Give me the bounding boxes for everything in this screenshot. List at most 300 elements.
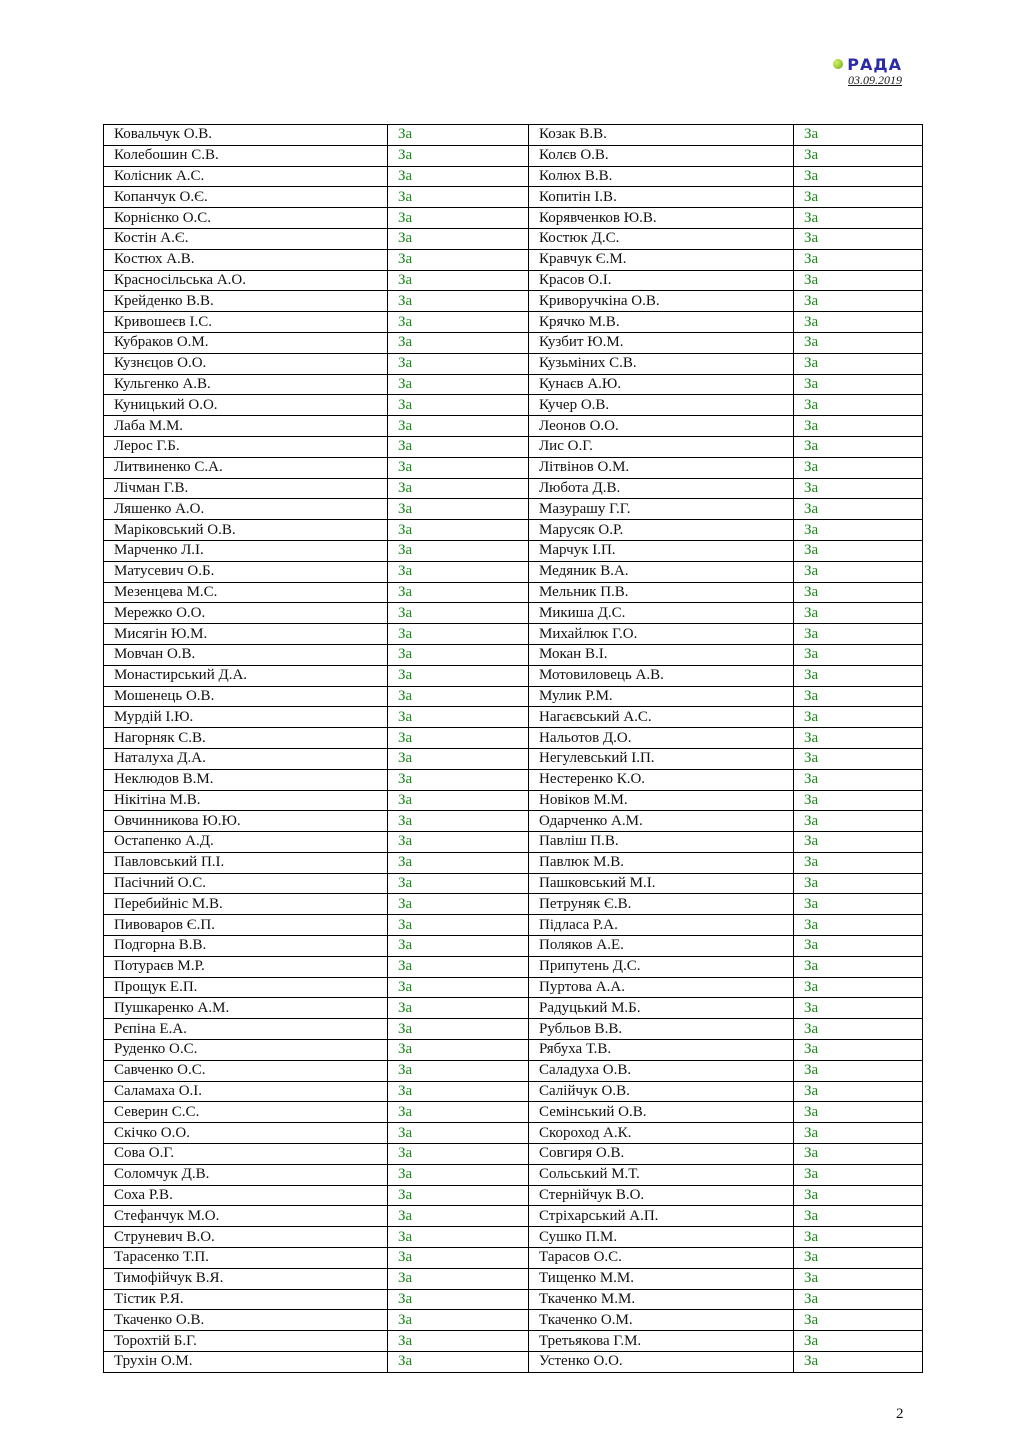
vote-value: За: [388, 249, 529, 270]
vote-value: За: [794, 1248, 923, 1269]
table-row: [104, 1019, 923, 1040]
vote-value: За: [388, 832, 529, 853]
deputy-name: Корявченков Ю.В.: [529, 208, 794, 229]
vote-value: За: [794, 187, 923, 208]
deputy-name: Остапенко А.Д.: [104, 832, 388, 853]
deputy-name: Тимофійчук В.Я.: [104, 1268, 388, 1289]
vote-value: За: [794, 520, 923, 541]
deputy-name: Стріхарський А.П.: [529, 1206, 794, 1227]
deputy-name: Колебошин С.В.: [104, 145, 388, 166]
deputy-name: Наталуха Д.А.: [104, 748, 388, 769]
deputy-name: Монастирський Д.А.: [104, 665, 388, 686]
vote-value: За: [794, 374, 923, 395]
page-header: [782, 54, 902, 86]
vote-value: За: [388, 1352, 529, 1373]
vote-value: За: [794, 832, 923, 853]
rada-logo: [782, 54, 902, 74]
table-row: [104, 125, 923, 146]
vote-value: За: [794, 249, 923, 270]
deputy-name: Маріковський О.В.: [104, 520, 388, 541]
deputy-name: Мезенцева М.С.: [104, 582, 388, 603]
table-row: [104, 852, 923, 873]
table-row: [104, 187, 923, 208]
table-row: [104, 353, 923, 374]
deputy-name: Рябуха Т.В.: [529, 1040, 794, 1061]
vote-value: За: [388, 873, 529, 894]
vote-value: За: [388, 707, 529, 728]
vote-value: За: [794, 998, 923, 1019]
vote-value: За: [388, 1206, 529, 1227]
deputy-name: Нагорняк С.В.: [104, 728, 388, 749]
deputy-name: Корнієнко О.С.: [104, 208, 388, 229]
deputy-name: Савченко О.С.: [104, 1060, 388, 1081]
table-row: [104, 166, 923, 187]
vote-value: За: [794, 873, 923, 894]
table-row: [104, 1081, 923, 1102]
deputy-name: Сольський М.Т.: [529, 1164, 794, 1185]
vote-value: За: [388, 811, 529, 832]
vote-value: За: [794, 208, 923, 229]
deputy-name: Мисягін Ю.М.: [104, 624, 388, 645]
deputy-name: Одарченко А.М.: [529, 811, 794, 832]
vote-value: За: [388, 998, 529, 1019]
vote-value: За: [794, 936, 923, 957]
table-row: [104, 769, 923, 790]
vote-value: За: [388, 915, 529, 936]
deputy-name: Кузнєцов О.О.: [104, 353, 388, 374]
deputy-name: Ткаченко М.М.: [529, 1289, 794, 1310]
table-row: [104, 228, 923, 249]
vote-value: За: [388, 208, 529, 229]
vote-value: За: [794, 228, 923, 249]
deputy-name: Радуцький М.Б.: [529, 998, 794, 1019]
deputy-name: Ткаченко О.М.: [529, 1310, 794, 1331]
deputy-name: Літвінов О.М.: [529, 457, 794, 478]
vote-value: За: [388, 499, 529, 520]
table-row: [104, 249, 923, 270]
deputy-name: Руденко О.С.: [104, 1040, 388, 1061]
vote-value: За: [794, 1123, 923, 1144]
vote-value: За: [388, 894, 529, 915]
vote-value: За: [794, 561, 923, 582]
deputy-name: Марченко Л.І.: [104, 540, 388, 561]
deputy-name: Припутень Д.С.: [529, 956, 794, 977]
deputy-name: Кривошеєв І.С.: [104, 312, 388, 333]
vote-results-table: [103, 124, 923, 1373]
deputy-name: Подгорна В.В.: [104, 936, 388, 957]
table-row: [104, 748, 923, 769]
deputy-name: Марусяк О.Р.: [529, 520, 794, 541]
deputy-name: Любота Д.В.: [529, 478, 794, 499]
table-row: [104, 998, 923, 1019]
table-row: [104, 395, 923, 416]
table-row: [104, 1040, 923, 1061]
deputy-name: Михайлюк Г.О.: [529, 624, 794, 645]
vote-value: За: [794, 686, 923, 707]
vote-value: За: [388, 1123, 529, 1144]
vote-value: За: [388, 1248, 529, 1269]
vote-value: За: [794, 436, 923, 457]
document-date: 03.09.2019: [848, 73, 902, 87]
vote-value: За: [388, 561, 529, 582]
deputy-name: Стернійчук В.О.: [529, 1185, 794, 1206]
deputy-name: Пашковський М.І.: [529, 873, 794, 894]
table-row: [104, 624, 923, 645]
vote-value: За: [388, 395, 529, 416]
vote-value: За: [388, 374, 529, 395]
deputy-name: Мазурашу Г.Г.: [529, 499, 794, 520]
table-row: [104, 1310, 923, 1331]
page-number: 2: [896, 1406, 904, 1422]
table-row: [104, 832, 923, 853]
deputy-name: Салійчук О.В.: [529, 1081, 794, 1102]
vote-value: За: [794, 1289, 923, 1310]
vote-value: За: [794, 1060, 923, 1081]
vote-value: За: [794, 582, 923, 603]
table-row: [104, 686, 923, 707]
vote-value: За: [388, 686, 529, 707]
deputy-name: Лис О.Г.: [529, 436, 794, 457]
vote-value: За: [388, 520, 529, 541]
table-row: [104, 332, 923, 353]
deputy-name: Саладуха О.В.: [529, 1060, 794, 1081]
table-row: [104, 291, 923, 312]
vote-value: За: [794, 1310, 923, 1331]
vote-value: За: [388, 1081, 529, 1102]
vote-value: За: [794, 915, 923, 936]
deputy-name: Стефанчук М.О.: [104, 1206, 388, 1227]
deputy-name: Совгиря О.В.: [529, 1144, 794, 1165]
deputy-name: Кунаєв А.Ю.: [529, 374, 794, 395]
vote-value: За: [388, 353, 529, 374]
deputy-name: Костюх А.В.: [104, 249, 388, 270]
deputy-name: Скороход А.К.: [529, 1123, 794, 1144]
deputy-name: Струневич В.О.: [104, 1227, 388, 1248]
table-row: [104, 208, 923, 229]
vote-value: За: [794, 1352, 923, 1373]
deputy-name: Лаба М.М.: [104, 416, 388, 437]
vote-value: За: [388, 1268, 529, 1289]
vote-value: За: [388, 790, 529, 811]
table-row: [104, 499, 923, 520]
table-row: [104, 457, 923, 478]
table-row: [104, 956, 923, 977]
deputy-name: Крейденко В.В.: [104, 291, 388, 312]
vote-value: За: [388, 228, 529, 249]
vote-value: За: [388, 665, 529, 686]
vote-value: За: [794, 395, 923, 416]
vote-value: За: [388, 416, 529, 437]
deputy-name: Тарасенко Т.П.: [104, 1248, 388, 1269]
vote-value: За: [794, 145, 923, 166]
deputy-name: Медяник В.А.: [529, 561, 794, 582]
vote-value: За: [388, 312, 529, 333]
deputy-name: Кубраков О.М.: [104, 332, 388, 353]
vote-value: За: [794, 416, 923, 437]
vote-value: За: [794, 852, 923, 873]
vote-value: За: [794, 332, 923, 353]
deputy-name: Пушкаренко А.М.: [104, 998, 388, 1019]
deputy-name: Пивоваров Є.П.: [104, 915, 388, 936]
deputy-name: Тищенко М.М.: [529, 1268, 794, 1289]
deputy-name: Красносільська А.О.: [104, 270, 388, 291]
vote-value: За: [388, 1185, 529, 1206]
vote-value: За: [794, 707, 923, 728]
deputy-name: Мокан В.І.: [529, 644, 794, 665]
table-row: [104, 561, 923, 582]
deputy-name: Сова О.Г.: [104, 1144, 388, 1165]
table-row: [104, 1164, 923, 1185]
vote-value: За: [388, 166, 529, 187]
deputy-name: Новіков М.М.: [529, 790, 794, 811]
table-row: [104, 707, 923, 728]
deputy-name: Петруняк Є.В.: [529, 894, 794, 915]
table-row: [104, 1144, 923, 1165]
deputy-name: Потураєв М.Р.: [104, 956, 388, 977]
vote-value: За: [388, 332, 529, 353]
vote-value: За: [794, 977, 923, 998]
table-row: [104, 1060, 923, 1081]
vote-value: За: [794, 790, 923, 811]
vote-value: За: [388, 1144, 529, 1165]
deputy-name: Криворучкіна О.В.: [529, 291, 794, 312]
deputy-name: Семінський О.В.: [529, 1102, 794, 1123]
vote-results-body: [104, 125, 923, 1373]
vote-value: За: [794, 1206, 923, 1227]
table-row: [104, 644, 923, 665]
deputy-name: Устенко О.О.: [529, 1352, 794, 1373]
vote-value: За: [794, 457, 923, 478]
deputy-name: Колєв О.В.: [529, 145, 794, 166]
table-row: [104, 1185, 923, 1206]
deputy-name: Кузьміних С.В.: [529, 353, 794, 374]
deputy-name: Кучер О.В.: [529, 395, 794, 416]
vote-value: За: [388, 624, 529, 645]
vote-value: За: [388, 1164, 529, 1185]
vote-value: За: [388, 1289, 529, 1310]
vote-value: За: [794, 540, 923, 561]
vote-value: За: [388, 1102, 529, 1123]
deputy-name: Колюх В.В.: [529, 166, 794, 187]
deputy-name: Куницький О.О.: [104, 395, 388, 416]
vote-value: За: [388, 936, 529, 957]
deputy-name: Нальотов Д.О.: [529, 728, 794, 749]
vote-value: За: [794, 728, 923, 749]
vote-value: За: [388, 478, 529, 499]
table-row: [104, 374, 923, 395]
table-row: [104, 270, 923, 291]
deputy-name: Костюк Д.С.: [529, 228, 794, 249]
vote-value: За: [794, 894, 923, 915]
vote-value: За: [388, 769, 529, 790]
deputy-name: Нагаєвський А.С.: [529, 707, 794, 728]
vote-value: За: [794, 312, 923, 333]
vote-value: За: [794, 624, 923, 645]
vote-value: За: [794, 1164, 923, 1185]
table-row: [104, 665, 923, 686]
deputy-name: Соломчук Д.В.: [104, 1164, 388, 1185]
deputy-name: Неклюдов В.М.: [104, 769, 388, 790]
vote-value: За: [388, 187, 529, 208]
vote-value: За: [388, 582, 529, 603]
table-row: [104, 540, 923, 561]
deputy-name: Козак В.В.: [529, 125, 794, 146]
vote-value: За: [794, 1268, 923, 1289]
table-row: [104, 873, 923, 894]
deputy-name: Копанчук О.Є.: [104, 187, 388, 208]
vote-value: За: [388, 956, 529, 977]
deputy-name: Крячко М.В.: [529, 312, 794, 333]
vote-value: За: [388, 1227, 529, 1248]
deputy-name: Перебийніс М.В.: [104, 894, 388, 915]
vote-value: За: [388, 603, 529, 624]
vote-value: За: [388, 977, 529, 998]
deputy-name: Матусевич О.Б.: [104, 561, 388, 582]
table-row: [104, 1206, 923, 1227]
deputy-name: Ляшенко А.О.: [104, 499, 388, 520]
table-row: [104, 1289, 923, 1310]
vote-value: За: [388, 540, 529, 561]
deputy-name: Марчук І.П.: [529, 540, 794, 561]
table-row: [104, 977, 923, 998]
deputy-name: Нікітіна М.В.: [104, 790, 388, 811]
deputy-name: Негулевський І.П.: [529, 748, 794, 769]
vote-value: За: [388, 1310, 529, 1331]
deputy-name: Трухін О.М.: [104, 1352, 388, 1373]
deputy-name: Копитін І.В.: [529, 187, 794, 208]
deputy-name: Павлюк М.В.: [529, 852, 794, 873]
deputy-name: Поляков А.Е.: [529, 936, 794, 957]
deputy-name: Костін А.Є.: [104, 228, 388, 249]
vote-value: За: [388, 145, 529, 166]
deputy-name: Ковальчук О.В.: [104, 125, 388, 146]
table-row: [104, 478, 923, 499]
table-row: [104, 1268, 923, 1289]
vote-value: За: [388, 457, 529, 478]
deputy-name: Кравчук Є.М.: [529, 249, 794, 270]
table-row: [104, 1102, 923, 1123]
table-row: [104, 1248, 923, 1269]
table-row: [104, 936, 923, 957]
vote-value: За: [388, 291, 529, 312]
vote-value: За: [794, 1040, 923, 1061]
deputy-name: Овчинникова Ю.Ю.: [104, 811, 388, 832]
deputy-name: Леонов О.О.: [529, 416, 794, 437]
table-row: [104, 145, 923, 166]
table-row: [104, 728, 923, 749]
vote-value: За: [388, 436, 529, 457]
deputy-name: Северин С.С.: [104, 1102, 388, 1123]
deputy-name: Лічман Г.В.: [104, 478, 388, 499]
table-row: [104, 790, 923, 811]
table-row: [104, 1331, 923, 1352]
vote-value: За: [388, 1040, 529, 1061]
globe-icon: [833, 59, 843, 69]
deputy-name: Мельник П.В.: [529, 582, 794, 603]
deputy-name: Лерос Г.Б.: [104, 436, 388, 457]
vote-value: За: [794, 166, 923, 187]
vote-value: За: [794, 270, 923, 291]
vote-value: За: [794, 499, 923, 520]
vote-value: За: [794, 1144, 923, 1165]
deputy-name: Рубльов В.В.: [529, 1019, 794, 1040]
logo-text: РАДА: [847, 54, 902, 74]
table-row: [104, 582, 923, 603]
deputy-name: Соха Р.В.: [104, 1185, 388, 1206]
table-row: [104, 312, 923, 333]
deputy-name: Прощук Е.П.: [104, 977, 388, 998]
vote-value: За: [388, 852, 529, 873]
vote-value: За: [794, 1102, 923, 1123]
deputy-name: Литвиненко С.А.: [104, 457, 388, 478]
vote-value: За: [794, 769, 923, 790]
deputy-name: Саламаха О.І.: [104, 1081, 388, 1102]
deputy-name: Пуртова А.А.: [529, 977, 794, 998]
vote-value: За: [794, 1019, 923, 1040]
deputy-name: Сушко П.М.: [529, 1227, 794, 1248]
table-row: [104, 603, 923, 624]
deputy-name: Тарасов О.С.: [529, 1248, 794, 1269]
vote-value: За: [794, 748, 923, 769]
vote-value: За: [794, 1185, 923, 1206]
vote-value: За: [794, 956, 923, 977]
deputy-name: Мулик Р.М.: [529, 686, 794, 707]
vote-value: За: [794, 1227, 923, 1248]
deputy-name: Мовчан О.В.: [104, 644, 388, 665]
deputy-name: Рєпіна Е.А.: [104, 1019, 388, 1040]
deputy-name: Павліш П.В.: [529, 832, 794, 853]
table-row: [104, 436, 923, 457]
deputy-name: Третьякова Г.М.: [529, 1331, 794, 1352]
deputy-name: Кульгенко А.В.: [104, 374, 388, 395]
table-row: [104, 915, 923, 936]
vote-value: За: [794, 665, 923, 686]
deputy-name: Пасічний О.С.: [104, 873, 388, 894]
vote-value: За: [388, 125, 529, 146]
vote-value: За: [794, 125, 923, 146]
vote-value: За: [388, 270, 529, 291]
deputy-name: Колісник А.С.: [104, 166, 388, 187]
table-row: [104, 1227, 923, 1248]
vote-value: За: [794, 478, 923, 499]
vote-value: За: [794, 291, 923, 312]
vote-value: За: [794, 644, 923, 665]
deputy-name: Ткаченко О.В.: [104, 1310, 388, 1331]
deputy-name: Мурдій І.Ю.: [104, 707, 388, 728]
table-row: [104, 416, 923, 437]
deputy-name: Нестеренко К.О.: [529, 769, 794, 790]
vote-value: За: [388, 728, 529, 749]
table-row: [104, 1352, 923, 1373]
vote-value: За: [794, 353, 923, 374]
deputy-name: Мошенець О.В.: [104, 686, 388, 707]
deputy-name: Мережко О.О.: [104, 603, 388, 624]
vote-value: За: [388, 1019, 529, 1040]
vote-value: За: [794, 1081, 923, 1102]
table-row: [104, 811, 923, 832]
vote-value: За: [794, 603, 923, 624]
vote-value: За: [794, 1331, 923, 1352]
vote-value: За: [388, 748, 529, 769]
deputy-name: Кузбит Ю.М.: [529, 332, 794, 353]
deputy-name: Тістик Р.Я.: [104, 1289, 388, 1310]
deputy-name: Микиша Д.С.: [529, 603, 794, 624]
vote-value: За: [388, 644, 529, 665]
deputy-name: Скічко О.О.: [104, 1123, 388, 1144]
deputy-name: Павловський П.І.: [104, 852, 388, 873]
vote-value: За: [388, 1331, 529, 1352]
deputy-name: Мотовиловець А.В.: [529, 665, 794, 686]
